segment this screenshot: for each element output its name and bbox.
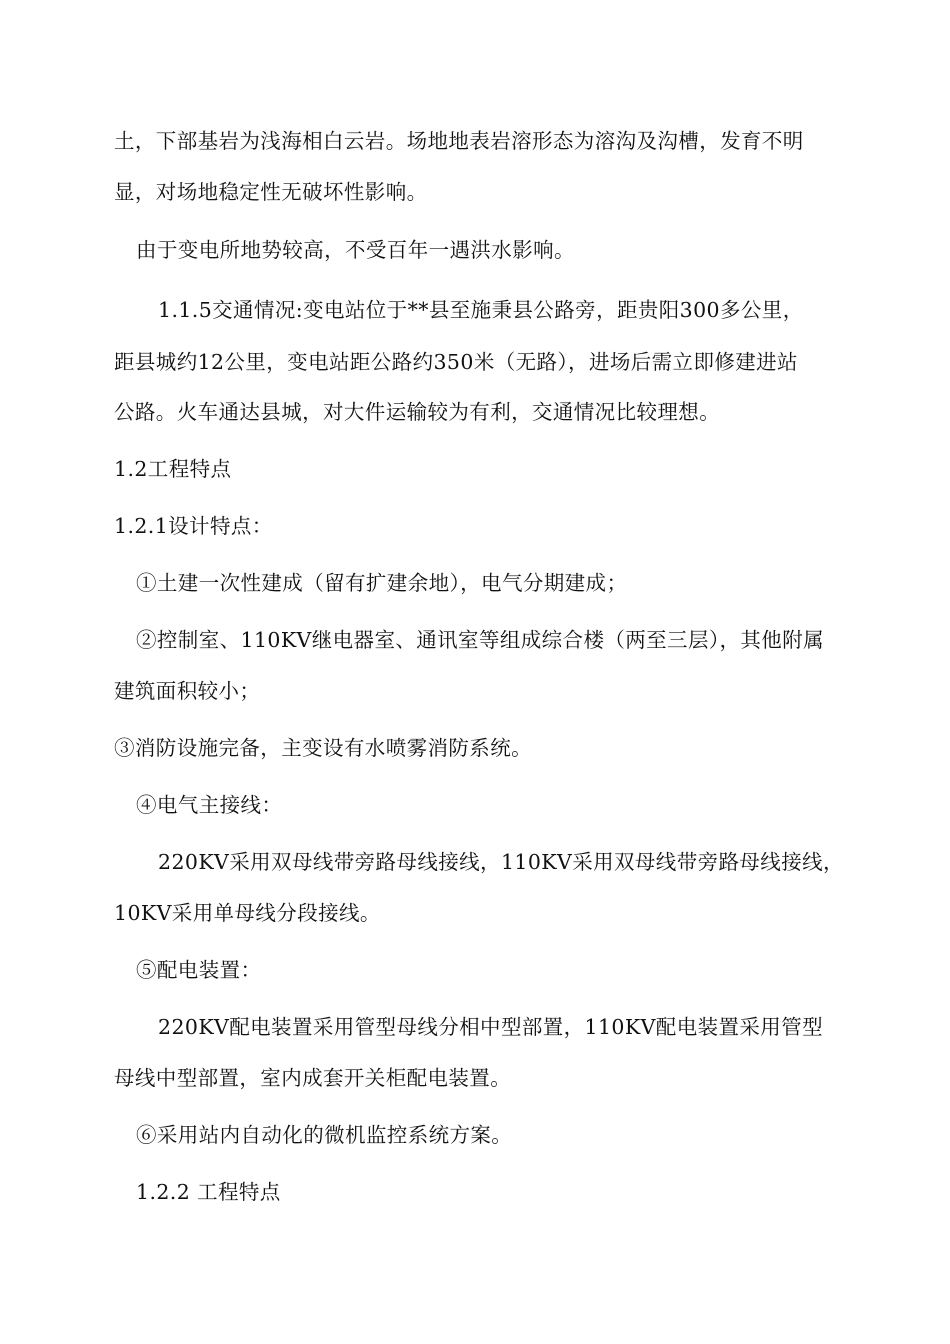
paragraph-line: 距县城约12公里，变电站距公路约350米（无路），进场后需立即修建进站 (114, 350, 798, 374)
paragraph-line: 220KV采用双母线带旁路母线接线，110KV采用双母线带旁路母线接线， (158, 850, 844, 874)
list-item: ③消防设施完备，主变设有水喷雾消防系统。 (114, 736, 532, 760)
list-item-continuation: 建筑面积较小； (114, 679, 261, 703)
paragraph-line: 220KV配电装置采用管型母线分相中型部置，110KV配电装置采用管型 (158, 1015, 823, 1039)
paragraph-line: 由于变电所地势较高，不受百年一遇洪水影响。 (136, 238, 575, 262)
subsection-heading: 1.2.2 工程特点 (136, 1180, 281, 1204)
list-item: ①土建一次性建成（留有扩建余地），电气分期建成； (136, 571, 628, 595)
paragraph-line: 母线中型部置，室内成套开关柜配电装置。 (114, 1066, 512, 1090)
list-item: ⑤配电装置： (136, 958, 262, 982)
paragraph-line: 土，下部基岩为浅海相白云岩。场地地表岩溶形态为溶沟及沟槽，发育不明 (114, 129, 804, 153)
list-item: ④电气主接线： (136, 793, 283, 817)
paragraph-line: 公路。火车通达县城，对大件运输较为有利，交通情况比较理想。 (114, 400, 721, 424)
paragraph-line: 显，对场地稳定性无破坏性影响。 (114, 180, 428, 204)
list-item: ⑥采用站内自动化的微机监控系统方案。 (136, 1123, 513, 1147)
paragraph-line: 10KV采用单母线分段接线。 (114, 901, 381, 925)
subsection-heading: 1.2.1设计特点： (114, 514, 273, 538)
paragraph-line: 1.1.5交通情况:变电站位于**县至施秉县公路旁，距贵阳300多公里， (158, 298, 804, 322)
list-item: ②控制室、110KV继电器室、通讯室等组成综合楼（两至三层），其他附属 (136, 628, 824, 652)
section-heading: 1.2工程特点 (114, 457, 232, 481)
